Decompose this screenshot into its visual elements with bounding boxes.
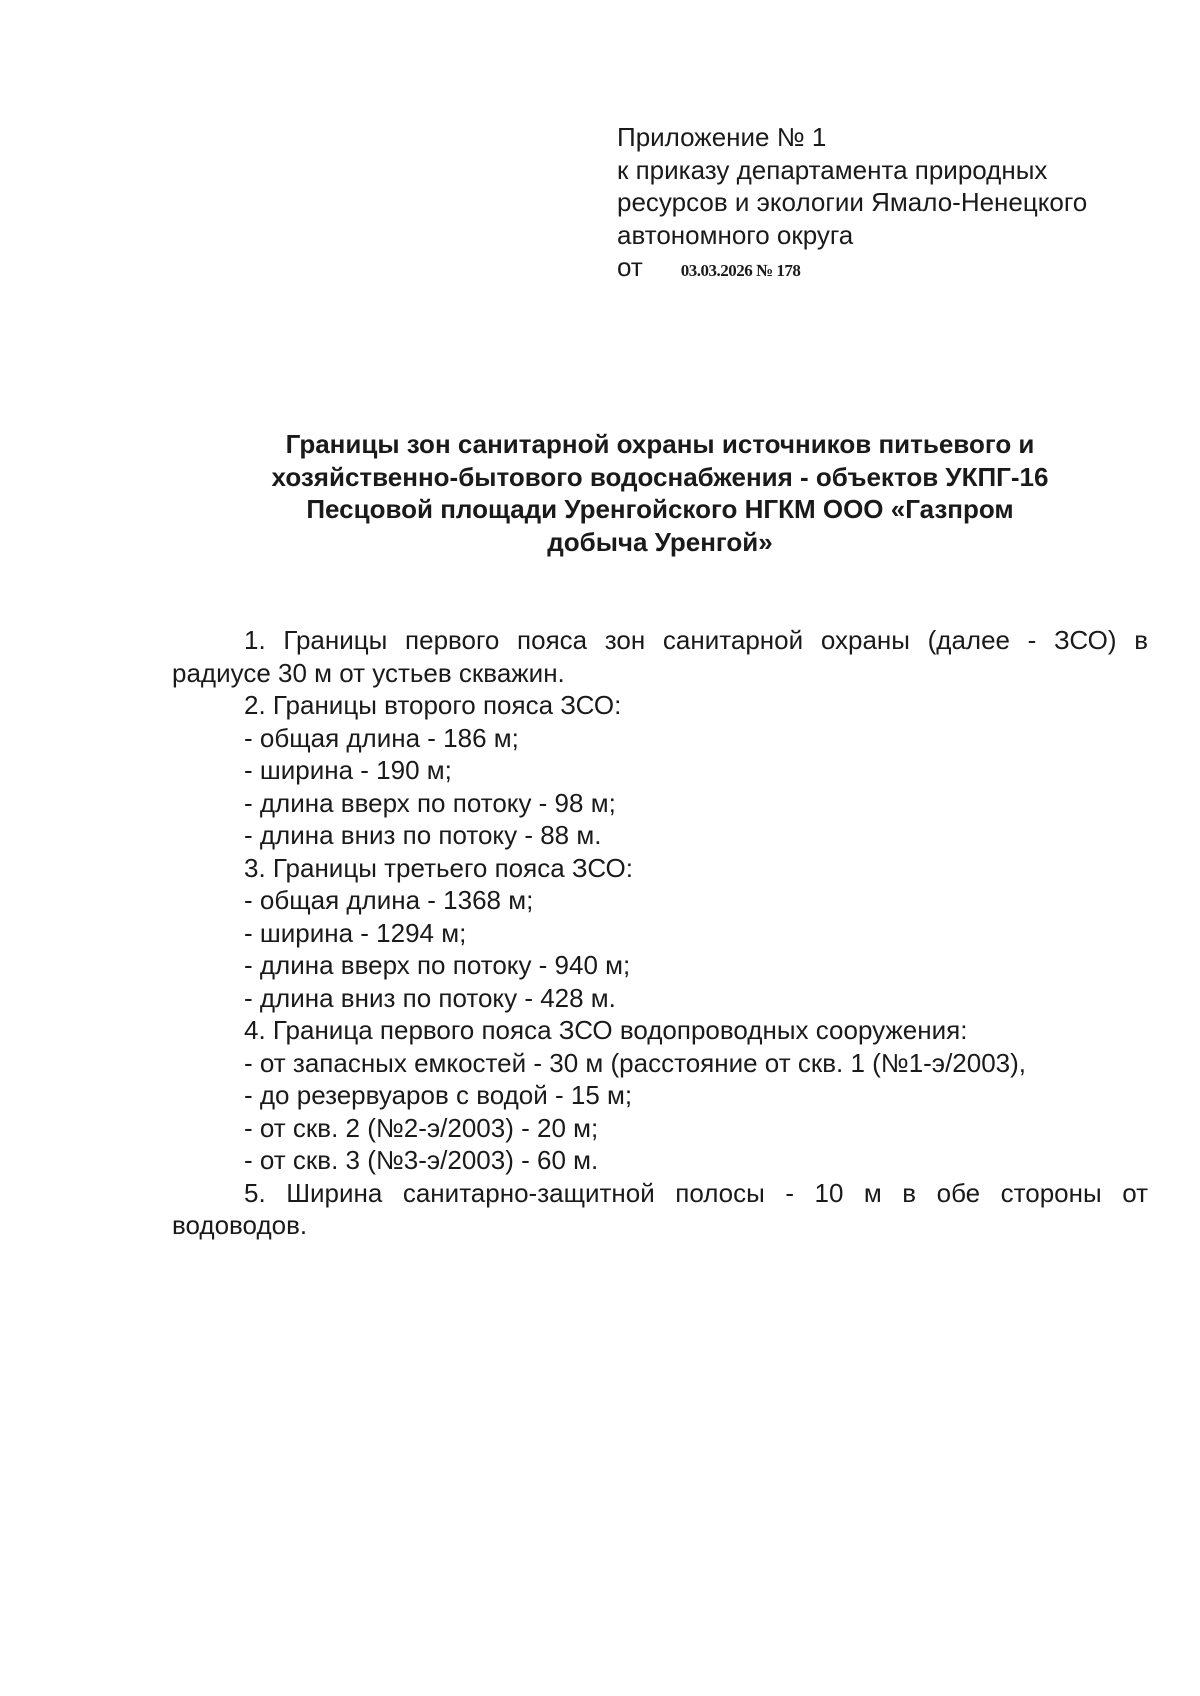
order-date-number: 03.03.2026 № 178 bbox=[680, 261, 801, 280]
title-line-1: Границы зон санитарной охраны источников питьевого и bbox=[285, 429, 1035, 459]
list-item: - длина вверх по потоку - 98 м; bbox=[244, 787, 616, 818]
appendix-department-line: ресурсов и экологии Ямало-Ненецкого bbox=[617, 187, 1088, 217]
list-item: - до резервуаров с водой - 15 м; bbox=[244, 1080, 633, 1110]
list-item: - от скв. 3 (№3-э/2003) - 60 м. bbox=[244, 1145, 599, 1175]
paragraph-5: 5. Ширина санитарно-защитной полосы - 10 м в обе стороны от водоводов. bbox=[172, 1177, 1148, 1240]
title-line-3: Песцовой площади Уренгойского НГКМ ООО «Газпром bbox=[306, 494, 1014, 524]
list-item: - от запасных емкостей - 30 м (расстояние от скв. 1 (№1-э/2003), bbox=[244, 1047, 1027, 1078]
list-item: - ширина - 1294 м; bbox=[244, 917, 467, 948]
appendix-number: Приложение № 1 bbox=[617, 122, 827, 152]
appendix-order-line: к приказу департамента природных bbox=[617, 154, 1048, 185]
title-line-4: добыча Уренгой» bbox=[547, 526, 773, 557]
list-item: - длина вниз по потоку - 428 м. bbox=[244, 982, 616, 1013]
appendix-header bbox=[617, 121, 1157, 288]
list-item: - общая длина - 186 м; bbox=[244, 722, 519, 753]
list-item: - от скв. 2 (№2-э/2003) - 20 м; bbox=[244, 1112, 599, 1143]
paragraph-2: 2. Границы второго пояса ЗСО: bbox=[244, 690, 622, 720]
paragraph-1: 1. Границы первого пояса зон санитарной охраны (далее - ЗСО) в радиусе 30 м от устьев скважин. bbox=[172, 625, 1148, 688]
list-item: - ширина - 190 м; bbox=[244, 755, 452, 785]
paragraph-3: 3. Границы третьего пояса ЗСО: bbox=[244, 852, 633, 883]
title-line-2: хозяйственно-бытового водоснабжения - объектов УКПГ-16 bbox=[271, 461, 1049, 492]
list-item: - общая длина - 1368 м; bbox=[244, 885, 534, 915]
date-prefix: от bbox=[617, 252, 643, 282]
paragraph-4: 4. Граница первого пояса ЗСО водопроводных сооружения: bbox=[244, 1015, 968, 1045]
list-item: - длина вниз по потоку - 88 м. bbox=[244, 820, 602, 850]
list-item: - длина вверх по потоку - 940 м; bbox=[244, 950, 631, 980]
appendix-region-line: автономного округа bbox=[617, 219, 854, 250]
appendix-date-line bbox=[617, 251, 1157, 288]
document-body bbox=[172, 624, 1148, 1242]
document-title bbox=[172, 428, 1148, 558]
